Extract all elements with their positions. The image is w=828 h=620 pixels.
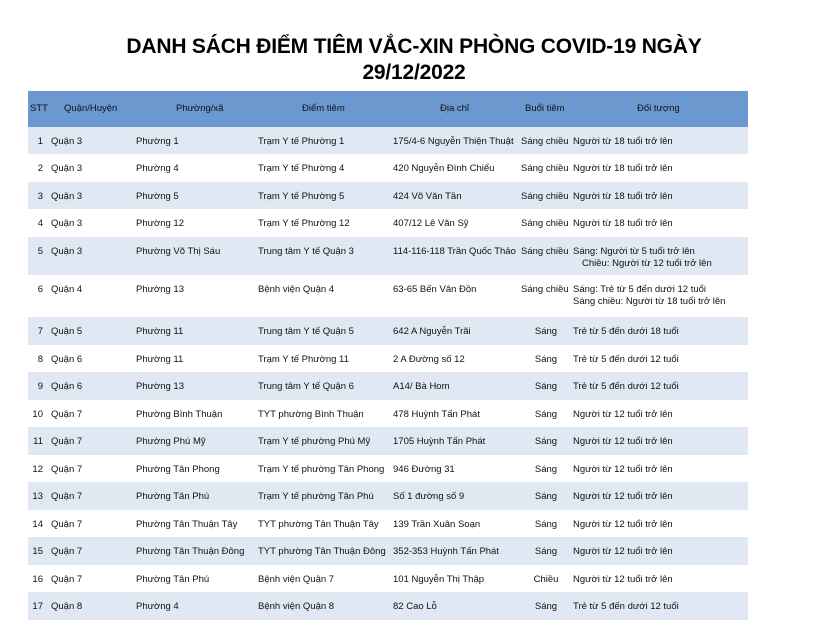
cell-session: Sáng chiều bbox=[521, 191, 569, 202]
cell-address: 407/12 Lê Văn Sỹ bbox=[393, 218, 469, 229]
cell-target bbox=[573, 464, 673, 476]
vaccination-sites-table bbox=[28, 91, 748, 620]
cell-address: A14/ Bà Hom bbox=[393, 381, 450, 392]
cell-address: 82 Cao Lỗ bbox=[393, 601, 437, 612]
cell-target-line-2: Sáng chiều: Người từ 18 tuổi trở lên bbox=[573, 296, 726, 307]
cell-target bbox=[573, 381, 679, 393]
cell-target-line-1: Người từ 18 tuổi trở lên bbox=[573, 136, 673, 147]
table-row bbox=[28, 317, 748, 345]
cell-target bbox=[573, 409, 673, 421]
cell-site: Trạm Y tế Phường 12 bbox=[258, 218, 350, 229]
cell-stt: 17 bbox=[32, 601, 43, 612]
cell-ward: Phường 11 bbox=[136, 326, 184, 337]
cell-district: Quận 3 bbox=[51, 191, 83, 202]
cell-target bbox=[573, 601, 679, 613]
cell-site: Trạm Y tế Phường 5 bbox=[258, 191, 345, 202]
cell-session: Sáng bbox=[534, 409, 558, 420]
cell-site: Trung tâm Y tế Quận 3 bbox=[258, 246, 354, 257]
cell-site: Trung tâm Y tế Quận 6 bbox=[258, 381, 354, 392]
header-address: Địa chỉ bbox=[440, 103, 470, 114]
cell-target-line-1: Người từ 12 tuổi trở lên bbox=[573, 574, 673, 585]
cell-site: Trạm Y tế phường Phú Mỹ bbox=[258, 436, 371, 447]
cell-site: TYT phường Bình Thuận bbox=[258, 409, 364, 420]
cell-stt: 12 bbox=[32, 464, 43, 475]
header-ward: Phường/xã bbox=[176, 103, 224, 114]
cell-target bbox=[573, 136, 673, 148]
cell-district: Quận 6 bbox=[51, 354, 83, 365]
cell-stt: 11 bbox=[33, 436, 43, 447]
cell-stt: 9 bbox=[37, 381, 43, 392]
cell-site: Bệnh viện Quận 4 bbox=[258, 284, 335, 295]
table-body bbox=[28, 127, 748, 620]
cell-district: Quận 7 bbox=[51, 409, 83, 420]
table-row bbox=[28, 275, 748, 317]
cell-session: Sáng chiều bbox=[521, 218, 569, 229]
cell-ward: Phường 11 bbox=[136, 354, 184, 365]
table-row bbox=[28, 455, 748, 482]
cell-district: Quận 5 bbox=[51, 326, 83, 337]
cell-ward: Phường 5 bbox=[136, 191, 179, 202]
cell-session: Sáng bbox=[534, 519, 558, 530]
cell-session: Sáng chiều bbox=[521, 284, 569, 295]
cell-address: 420 Nguyễn Đình Chiểu bbox=[393, 163, 495, 174]
cell-stt: 3 bbox=[37, 191, 43, 202]
cell-session: Sáng chiều bbox=[521, 163, 569, 174]
cell-ward: Phường 4 bbox=[136, 601, 179, 612]
cell-target-line-1: Người từ 18 tuổi trở lên bbox=[573, 191, 673, 202]
table-row bbox=[28, 427, 748, 455]
cell-district: Quận 4 bbox=[51, 284, 83, 295]
cell-ward: Phường Tân Phong bbox=[136, 464, 220, 475]
cell-target-line-1: Người từ 12 tuổi trở lên bbox=[573, 409, 673, 420]
table-row bbox=[28, 510, 748, 537]
header-stt: STT bbox=[30, 103, 48, 114]
cell-target bbox=[573, 436, 673, 448]
cell-address: 2 A Đường số 12 bbox=[393, 354, 465, 365]
cell-district: Quận 6 bbox=[51, 381, 83, 392]
cell-district: Quận 7 bbox=[51, 519, 83, 530]
cell-target bbox=[573, 519, 673, 531]
cell-target-line-1: Người từ 12 tuổi trở lên bbox=[573, 436, 673, 447]
cell-session: Sáng bbox=[534, 381, 558, 392]
cell-ward: Phường 4 bbox=[136, 163, 179, 174]
table-row bbox=[28, 592, 748, 620]
table-row bbox=[28, 482, 748, 510]
header-site: Điểm tiêm bbox=[302, 103, 345, 114]
cell-target-line-1: Trẻ từ 5 đến dưới 12 tuổi bbox=[573, 381, 679, 392]
cell-address: 63-65 Bến Vân Đồn bbox=[393, 284, 477, 295]
cell-district: Quận 3 bbox=[51, 136, 83, 147]
cell-address: 175/4-6 Nguyễn Thiện Thuật bbox=[393, 136, 514, 147]
cell-district: Quận 3 bbox=[51, 218, 83, 229]
cell-target bbox=[573, 284, 725, 308]
cell-target-line-1: Trẻ từ 5 đến dưới 12 tuổi bbox=[573, 354, 679, 365]
cell-district: Quận 3 bbox=[51, 246, 83, 257]
cell-stt: 10 bbox=[32, 409, 43, 420]
cell-site: Trạm Y tế phường Tân Phú bbox=[258, 491, 374, 502]
cell-target-line-1: Người từ 18 tuổi trở lên bbox=[573, 218, 673, 229]
cell-session: Sáng bbox=[534, 546, 558, 557]
cell-address: 139 Trần Xuân Soạn bbox=[393, 519, 481, 530]
cell-target-line-1: Người từ 12 tuổi trở lên bbox=[573, 546, 673, 557]
cell-ward: Phường 13 bbox=[136, 284, 184, 295]
cell-target-line-1: Người từ 12 tuổi trở lên bbox=[573, 464, 673, 475]
cell-ward: Phường Tân Thuận Tây bbox=[136, 519, 238, 530]
cell-target-line-1: Người từ 18 tuổi trở lên bbox=[573, 163, 673, 174]
cell-site: Trung tâm Y tế Quận 5 bbox=[258, 326, 354, 337]
cell-address: Số 1 đường số 9 bbox=[393, 491, 465, 502]
cell-session: Sáng bbox=[534, 464, 558, 475]
cell-ward: Phường Võ Thị Sáu bbox=[136, 246, 221, 257]
cell-stt: 16 bbox=[32, 574, 43, 585]
cell-stt: 13 bbox=[32, 491, 43, 502]
cell-session: Sáng chiều bbox=[521, 136, 569, 147]
cell-site: Trạm Y tế Phường 4 bbox=[258, 163, 345, 174]
cell-site: TYT phường Tân Thuận Tây bbox=[258, 519, 379, 530]
cell-ward: Phường 12 bbox=[136, 218, 184, 229]
cell-site: Trạm Y tế Phường 11 bbox=[258, 354, 349, 365]
cell-ward: Phường 1 bbox=[136, 136, 179, 147]
cell-address: 114-116-118 Trần Quốc Thảo bbox=[393, 246, 516, 257]
table-header bbox=[28, 91, 748, 127]
cell-address: 424 Võ Văn Tần bbox=[393, 191, 462, 202]
cell-stt: 6 bbox=[37, 284, 43, 295]
cell-target bbox=[573, 354, 679, 366]
cell-target bbox=[573, 546, 673, 558]
cell-site: TYT phường Tân Thuận Đông bbox=[258, 546, 386, 557]
cell-address: 1705 Huỳnh Tấn Phát bbox=[393, 436, 486, 447]
cell-district: Quận 7 bbox=[51, 464, 83, 475]
cell-ward: Phường Phú Mỹ bbox=[136, 436, 206, 447]
table-row bbox=[28, 537, 748, 565]
cell-ward: Phường Tân Phú bbox=[136, 491, 210, 502]
table-row bbox=[28, 237, 748, 275]
cell-stt: 4 bbox=[37, 218, 43, 229]
cell-target-line-1: Sáng: Người từ 5 tuổi trở lên bbox=[573, 246, 695, 257]
cell-address: 642 A Nguyễn Trãi bbox=[393, 326, 471, 337]
cell-target-line-1: Người từ 12 tuổi trở lên bbox=[573, 519, 673, 530]
cell-target bbox=[573, 218, 673, 230]
header-target: Đối tượng bbox=[637, 103, 680, 114]
cell-district: Quận 8 bbox=[51, 601, 83, 612]
cell-district: Quận 7 bbox=[51, 546, 83, 557]
table-row bbox=[28, 182, 748, 209]
cell-ward: Phường Tân Phú bbox=[136, 574, 210, 585]
cell-stt: 7 bbox=[37, 326, 43, 337]
table-row bbox=[28, 127, 748, 154]
cell-target-line-1: Trẻ từ 5 đến dưới 18 tuổi bbox=[573, 326, 679, 337]
cell-target bbox=[573, 191, 673, 203]
cell-stt: 5 bbox=[37, 246, 43, 257]
cell-session: Sáng bbox=[534, 436, 558, 447]
cell-session: Sáng bbox=[534, 491, 558, 502]
cell-target bbox=[573, 163, 673, 175]
cell-target-line-1: Người từ 12 tuổi trở lên bbox=[573, 491, 673, 502]
table-row bbox=[28, 565, 748, 592]
title-line-1: DANH SÁCH ĐIỂM TIÊM VẮC-XIN PHÒNG COVID-19 NGÀY bbox=[126, 35, 702, 58]
header-session: Buổi tiêm bbox=[525, 103, 565, 114]
cell-target bbox=[573, 491, 673, 503]
cell-ward: Phường Bình Thuận bbox=[136, 409, 223, 420]
header-district: Quận/Huyện bbox=[64, 103, 118, 114]
cell-session: Sáng bbox=[534, 326, 558, 337]
cell-target-line-1: Sáng: Trẻ từ 5 đến dưới 12 tuổi bbox=[573, 284, 707, 295]
cell-site: Trạm Y tế phường Tân Phong bbox=[258, 464, 385, 475]
title-date: 29/12/2022 bbox=[362, 61, 466, 84]
cell-ward: Phường Tân Thuận Đông bbox=[136, 546, 245, 557]
cell-stt: 1 bbox=[37, 136, 43, 147]
cell-session: Sáng bbox=[534, 354, 558, 365]
cell-address: 352-353 Huỳnh Tấn Phát bbox=[393, 546, 499, 557]
cell-session: Sáng bbox=[534, 601, 558, 612]
cell-stt: 14 bbox=[32, 519, 43, 530]
cell-target bbox=[573, 574, 673, 586]
cell-address: 478 Huỳnh Tấn Phát bbox=[393, 409, 480, 420]
cell-address: 946 Đường 31 bbox=[393, 464, 455, 475]
page-title bbox=[0, 34, 828, 86]
table-row bbox=[28, 209, 748, 237]
cell-stt: 8 bbox=[37, 354, 43, 365]
cell-address: 101 Nguyễn Thị Thập bbox=[393, 574, 485, 585]
cell-site: Trạm Y tế Phường 1 bbox=[258, 136, 345, 147]
cell-site: Bệnh viện Quận 7 bbox=[258, 574, 335, 585]
cell-target-line-2: Chiều: Người từ 12 tuổi trở lên bbox=[582, 258, 712, 269]
cell-district: Quận 7 bbox=[51, 574, 83, 585]
cell-stt: 15 bbox=[32, 546, 43, 557]
cell-target-line-1: Trẻ từ 5 đến dưới 12 tuổi bbox=[573, 601, 679, 612]
cell-ward: Phường 13 bbox=[136, 381, 184, 392]
cell-district: Quận 7 bbox=[51, 491, 83, 502]
cell-target bbox=[573, 326, 679, 338]
cell-session: Chiều bbox=[533, 574, 559, 585]
table-row bbox=[28, 154, 748, 182]
table-row bbox=[28, 345, 748, 372]
cell-district: Quận 3 bbox=[51, 163, 83, 174]
table-row bbox=[28, 372, 748, 400]
cell-district: Quận 7 bbox=[51, 436, 83, 447]
cell-site: Bệnh viện Quận 8 bbox=[258, 601, 335, 612]
cell-target bbox=[573, 246, 712, 270]
cell-session: Sáng chiều bbox=[521, 246, 569, 257]
table-row bbox=[28, 400, 748, 427]
cell-stt: 2 bbox=[37, 163, 43, 174]
